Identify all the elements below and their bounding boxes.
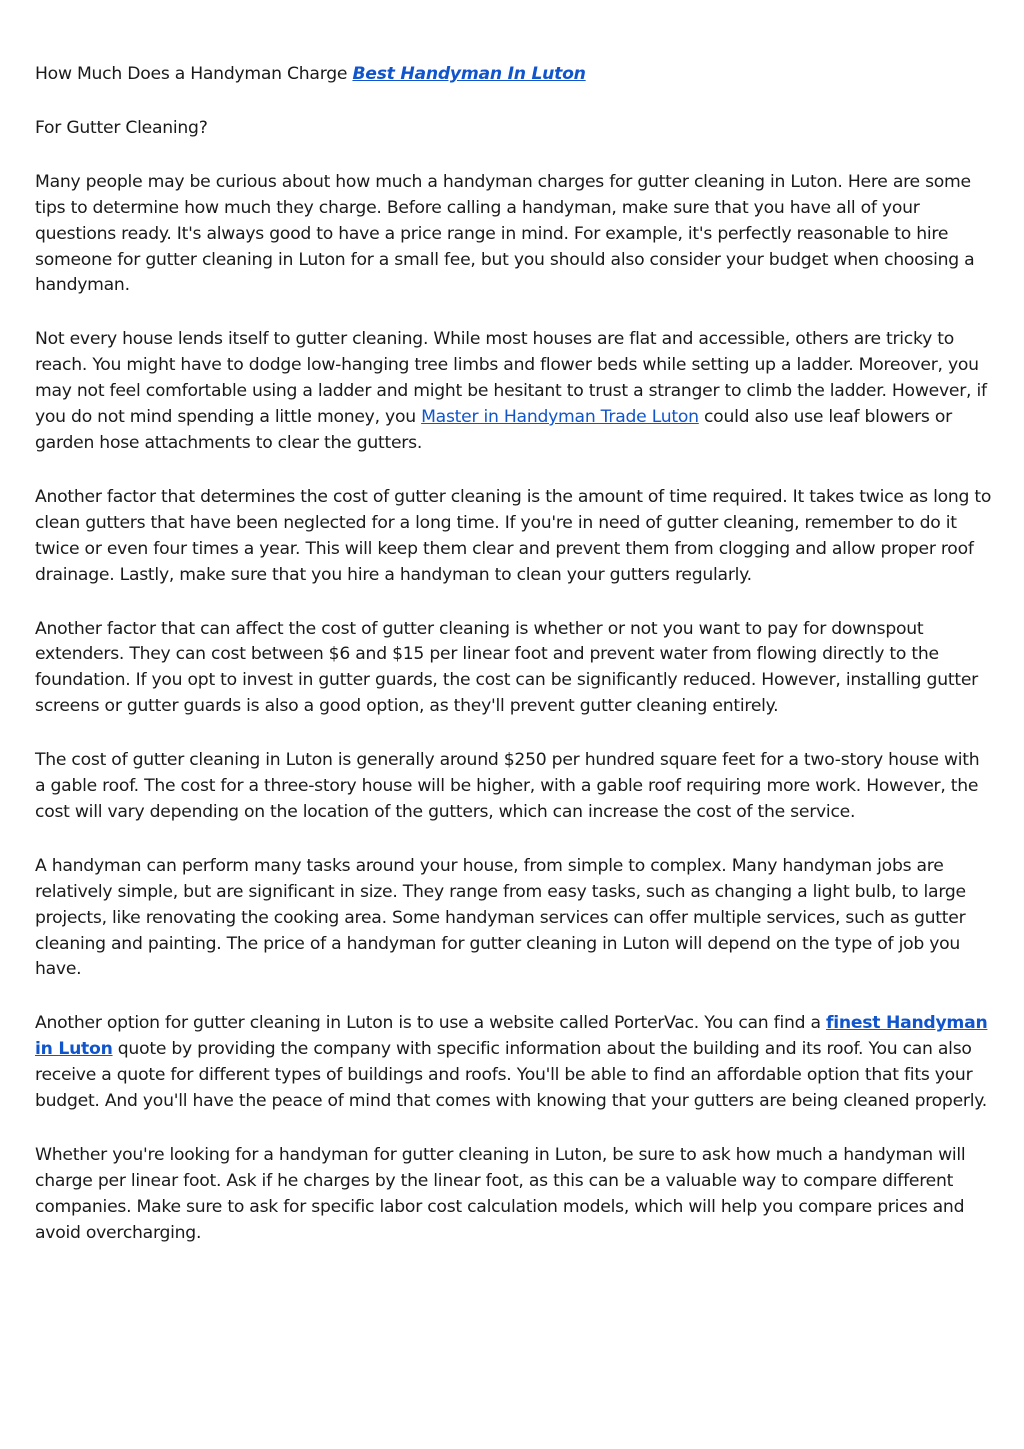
paragraph-5: The cost of gutter cleaning in Luton is generally around $250 per hundred square feet for a two-story house with a gable roof. The cost for a three-story house will be higher, with a gable roof requiring more work. However, the cost will vary depending on the location of the gutters, which can increase the cost of the service. bbox=[35, 750, 980, 822]
master-handyman-link[interactable]: Master in Handyman Trade Luton bbox=[421, 407, 699, 428]
paragraph-4: Another factor that can affect the cost of gutter cleaning is whether or not you want to pay for downspout extenders. They can cost between $6 and $15 per linear foot and prevent water from flowing directly to the foundation. If you opt to invest in gutter guards, the cost can be significantly reduced. However, installing gutter screens or gutter guards is also a good option, as they'll prevent gutter cleaning entirely. bbox=[35, 618, 978, 717]
paragraph-2 bbox=[35, 327, 993, 457]
paragraph-2-text-after: could also use leaf blowers or garden hose attachments to clear the gutters. bbox=[35, 407, 952, 453]
paragraph-1: Many people may be curious about how much a handyman charges for gutter cleaning in Luton. Here are some tips to determine how much they charge. Before calling a handyman, make sure that you have all of your questions ready. It's always good to have a price range in mind. For example, it's perfectly reasonable to hire someone for gutter cleaning in Luton for a small fee, but you should also consider your budget when choosing a handyman. bbox=[35, 171, 975, 296]
document-body bbox=[35, 62, 993, 1275]
page-title bbox=[35, 62, 993, 88]
paragraph-7 bbox=[35, 1011, 993, 1115]
paragraph-7-text-before: Another option for gutter cleaning in Luton is to use a website called PorterVac. You can find a bbox=[35, 1013, 827, 1034]
paragraph-2-text-before: Not every house lends itself to gutter cleaning. While most houses are flat and accessible, others are tricky to reach. You might have to dodge low-hanging tree limbs and flower beds while setting up a ladder. Moreover, you may not feel comfortable using a ladder and might be hesitant to trust a stranger to climb the ladder. However, if you do not mind spending a little money, you bbox=[35, 329, 987, 428]
paragraph-8: Whether you're looking for a handyman for gutter cleaning in Luton, be sure to ask how much a handyman will charge per linear foot. Ask if he charges by the linear foot, as this can be a valuable way to compare different companies. Make sure to ask for specific labor cost calculation models, which will help you compare prices and avoid overcharging. bbox=[35, 1145, 966, 1243]
page-subtitle: For Gutter Cleaning? bbox=[35, 117, 208, 138]
paragraph-3: Another factor that determines the cost of gutter cleaning is the amount of time required. It takes twice as long to clean gutters that have been neglected for a long time. If you're in need of gutter cleaning, remember to do it twice or even four times a year. This will keep them clear and prevent them from clogging and allow proper roof drainage. Lastly, make sure that you hire a handyman to clean your gutters regularly. bbox=[35, 486, 992, 585]
paragraph-6: A handyman can perform many tasks around your house, from simple to complex. Many handyman jobs are relatively simple, but are significant in size. They range from easy tasks, such as changing a light bulb, to large projects, like renovating the cooking area. Some handyman services can offer multiple services, such as gutter cleaning and painting. The price of a handyman for gutter cleaning in Luton will depend on the type of job you have. bbox=[35, 855, 966, 980]
title-text: How Much Does a Handyman Charge bbox=[35, 64, 353, 84]
paragraph-7-text-after: quote by providing the company with specific information about the building and its roof. You can also receive a quote for different types of buildings and roofs. You'll be able to find an affordable option that fits your budget. And you'll have the peace of mind that comes with knowing that your gutters are being cleaned properly. bbox=[35, 1039, 987, 1112]
best-handyman-link[interactable]: Best Handyman In Luton bbox=[352, 64, 586, 84]
finest-handyman-link[interactable]: finest Handyman in Luton bbox=[35, 1013, 988, 1060]
